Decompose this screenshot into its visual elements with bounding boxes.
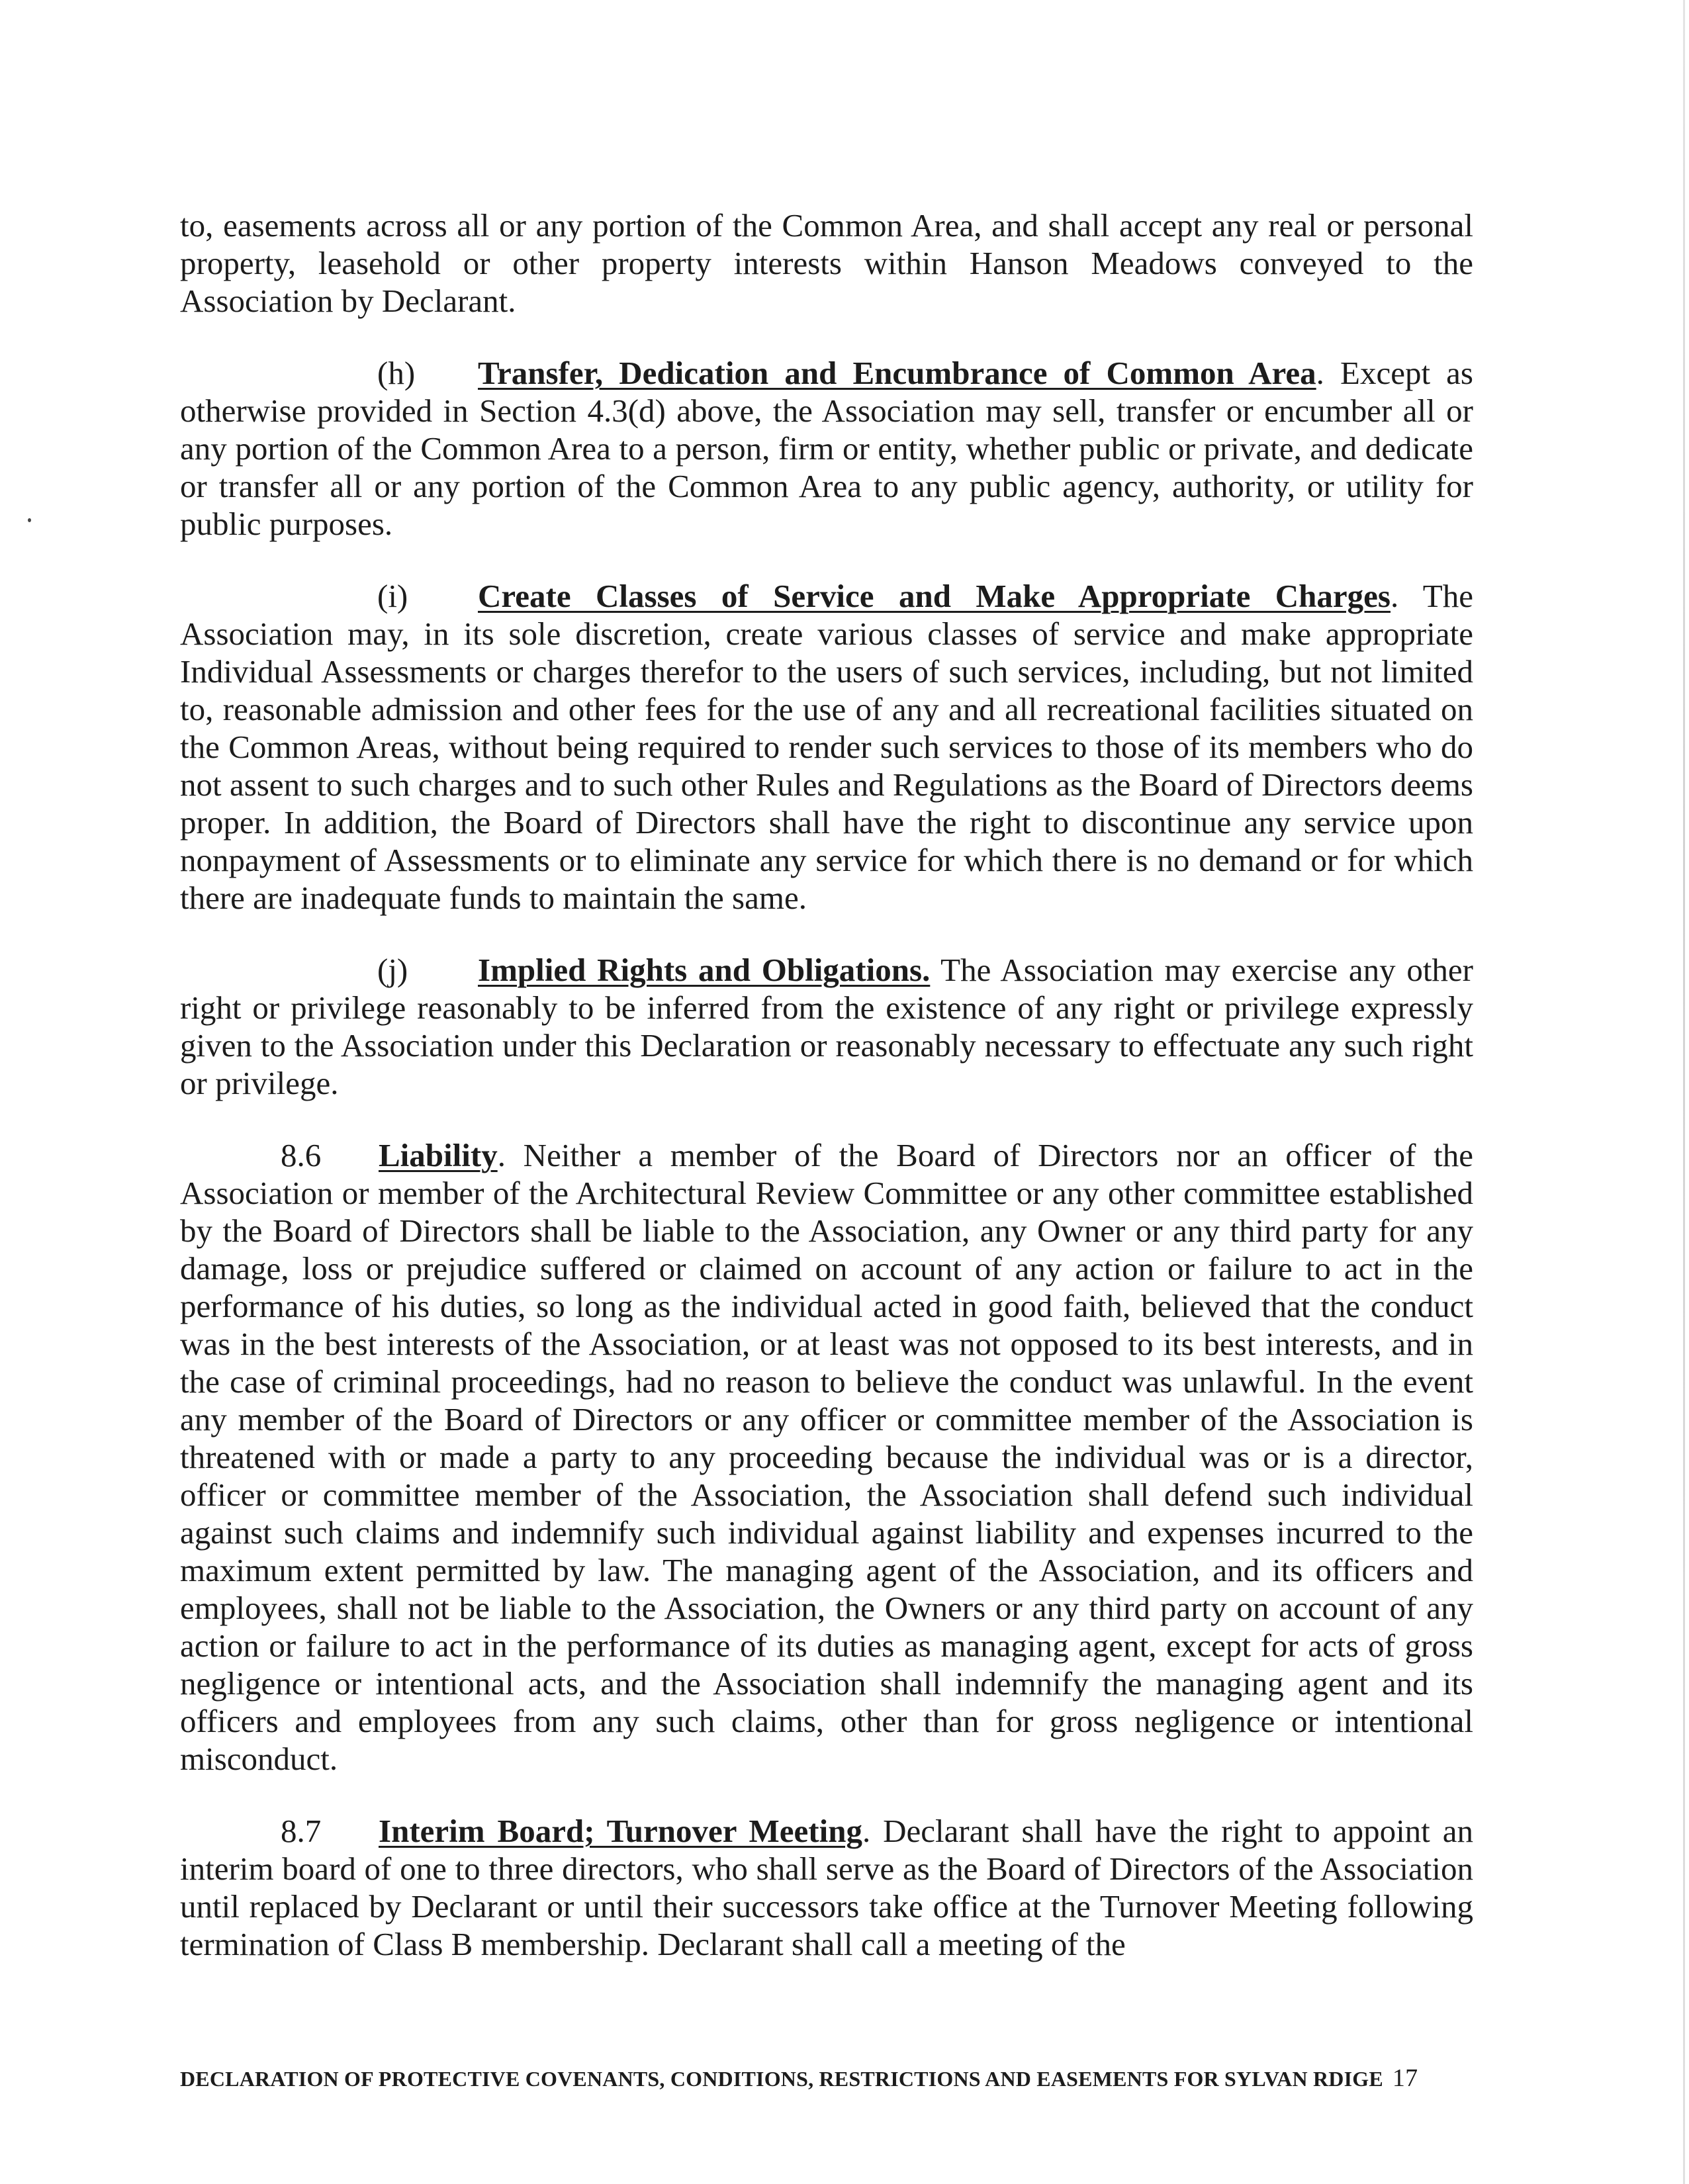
section-8-6-liability [180,1136,1473,1778]
heading-punctuation: . [862,1813,871,1849]
subsection-heading: Transfer, Dedication and Encumbrance of Common Area [478,355,1316,391]
subsection-heading: Create Classes of Service and Make Appropriate Charges [478,578,1391,614]
paragraph-j-implied-rights [180,951,1473,1102]
page-footer [180,2064,1473,2093]
page-number: 17 [1392,2064,1418,2092]
paragraph-continuation [180,206,1473,320]
document-body [180,206,1473,1997]
section-heading: Liability [379,1137,498,1173]
scan-speck [28,518,31,522]
subsection-heading: Implied Rights and Obligations. [478,952,931,988]
section-number: 8.6 [281,1137,322,1173]
section-heading: Interim Board; Turnover Meeting [379,1813,862,1849]
paragraph-h-transfer-dedication [180,354,1473,543]
page-edge-shadow [1683,0,1685,2184]
paragraph-text: Declarant shall have the right to appoint an interim board of one to three directors, who shall serve as the Board of Directors of the Association until replaced by Declarant or until their successors take office at the Turnover Meeting following termination of Class B membership. Declarant shall call a meeting of the [180,1813,1473,1962]
section-number: 8.7 [281,1813,322,1849]
heading-punctuation: . [1316,355,1324,391]
paragraph-text: Neither a member of the Board of Directors nor an officer of the Association or member of the Architectural Review Committee or any other committee established by the Board of Directors shall be liable to the Association, any Owner or any third party for any damage, loss or prejudice suffered or claimed on account of any action or failure to act in the performance of his duties, so long as the individual acted in good faith, believed that the conduct was in the best interests of the Association, or at least was not opposed to its best interests, and in the case of criminal proceedings, had no reason to believe the conduct was unlawful. In the event any member of the Board of Directors or any officer or committee member of the Association is threatened with or made a party to any proceeding because the individual was or is a director, officer or committee member of the Association, the Association shall defend such individual against such claims and indemnify such individual against liability and expenses incurred to the maximum extent permitted by law. The managing agent of the Association, and its officers and employees, shall not be liable to the Association, the Owners or any third party on account of any action or failure to act in the performance of its duties as managing agent, except for acts of gross negligence or intentional acts, and the Association shall indemnify the managing agent and its officers and employees from any such claims, other than for gross negligence or intentional misconduct. [180,1137,1473,1777]
paragraph-text: to, easements across all or any portion of the Common Area, and shall accept any real or personal property, leasehold or other property interests within Hanson Meadows conveyed to the Association by Declarant. [180,207,1473,319]
footer-title: DECLARATION OF PROTECTIVE COVENANTS, CONDITIONS, RESTRICTIONS AND EASEMENTS FOR SYLVAN RDIGE [180,2067,1383,2091]
subsection-number: (j) [377,952,408,988]
paragraph-text: Except as otherwise provided in Section 4.3(d) above, the Association may sell, transfer or encumber all or any portion of the Common Area to a person, firm or entity, whether public or private, and dedicate or transfer all or any portion of the Common Area to any public agency, authority, or utility for public purposes. [180,355,1474,542]
section-8-7-interim-board [180,1812,1473,1963]
paragraph-text: The Association may exercise any other right or privilege reasonably to be inferred from the existence of any right or privilege expressly given to the Association under this Declaration or reasonably necessary to effectuate any such right or privilege. [180,952,1473,1101]
paragraph-text: The Association may, in its sole discretion, create various classes of service and make appropriate Individual Assessments or charges therefor to the users of such services, including, but not limited to, reasonable admission and other fees for the use of any and all recreational facilities situated on the Common Areas, without being required to render such services to those of its members who do not assent to such charges and to such other Rules and Regulations as the Board of Directors deems proper. In addition, the Board of Directors shall have the right to discontinue any service upon nonpayment of Assessments or to eliminate any service for which there is no demand or for which there are inadequate funds to maintain the same. [180,578,1473,916]
paragraph-i-classes-of-service [180,577,1473,917]
heading-punctuation: . [1391,578,1399,614]
heading-punctuation: . [497,1137,506,1173]
subsection-number: (h) [377,355,416,391]
subsection-number: (i) [377,578,408,614]
